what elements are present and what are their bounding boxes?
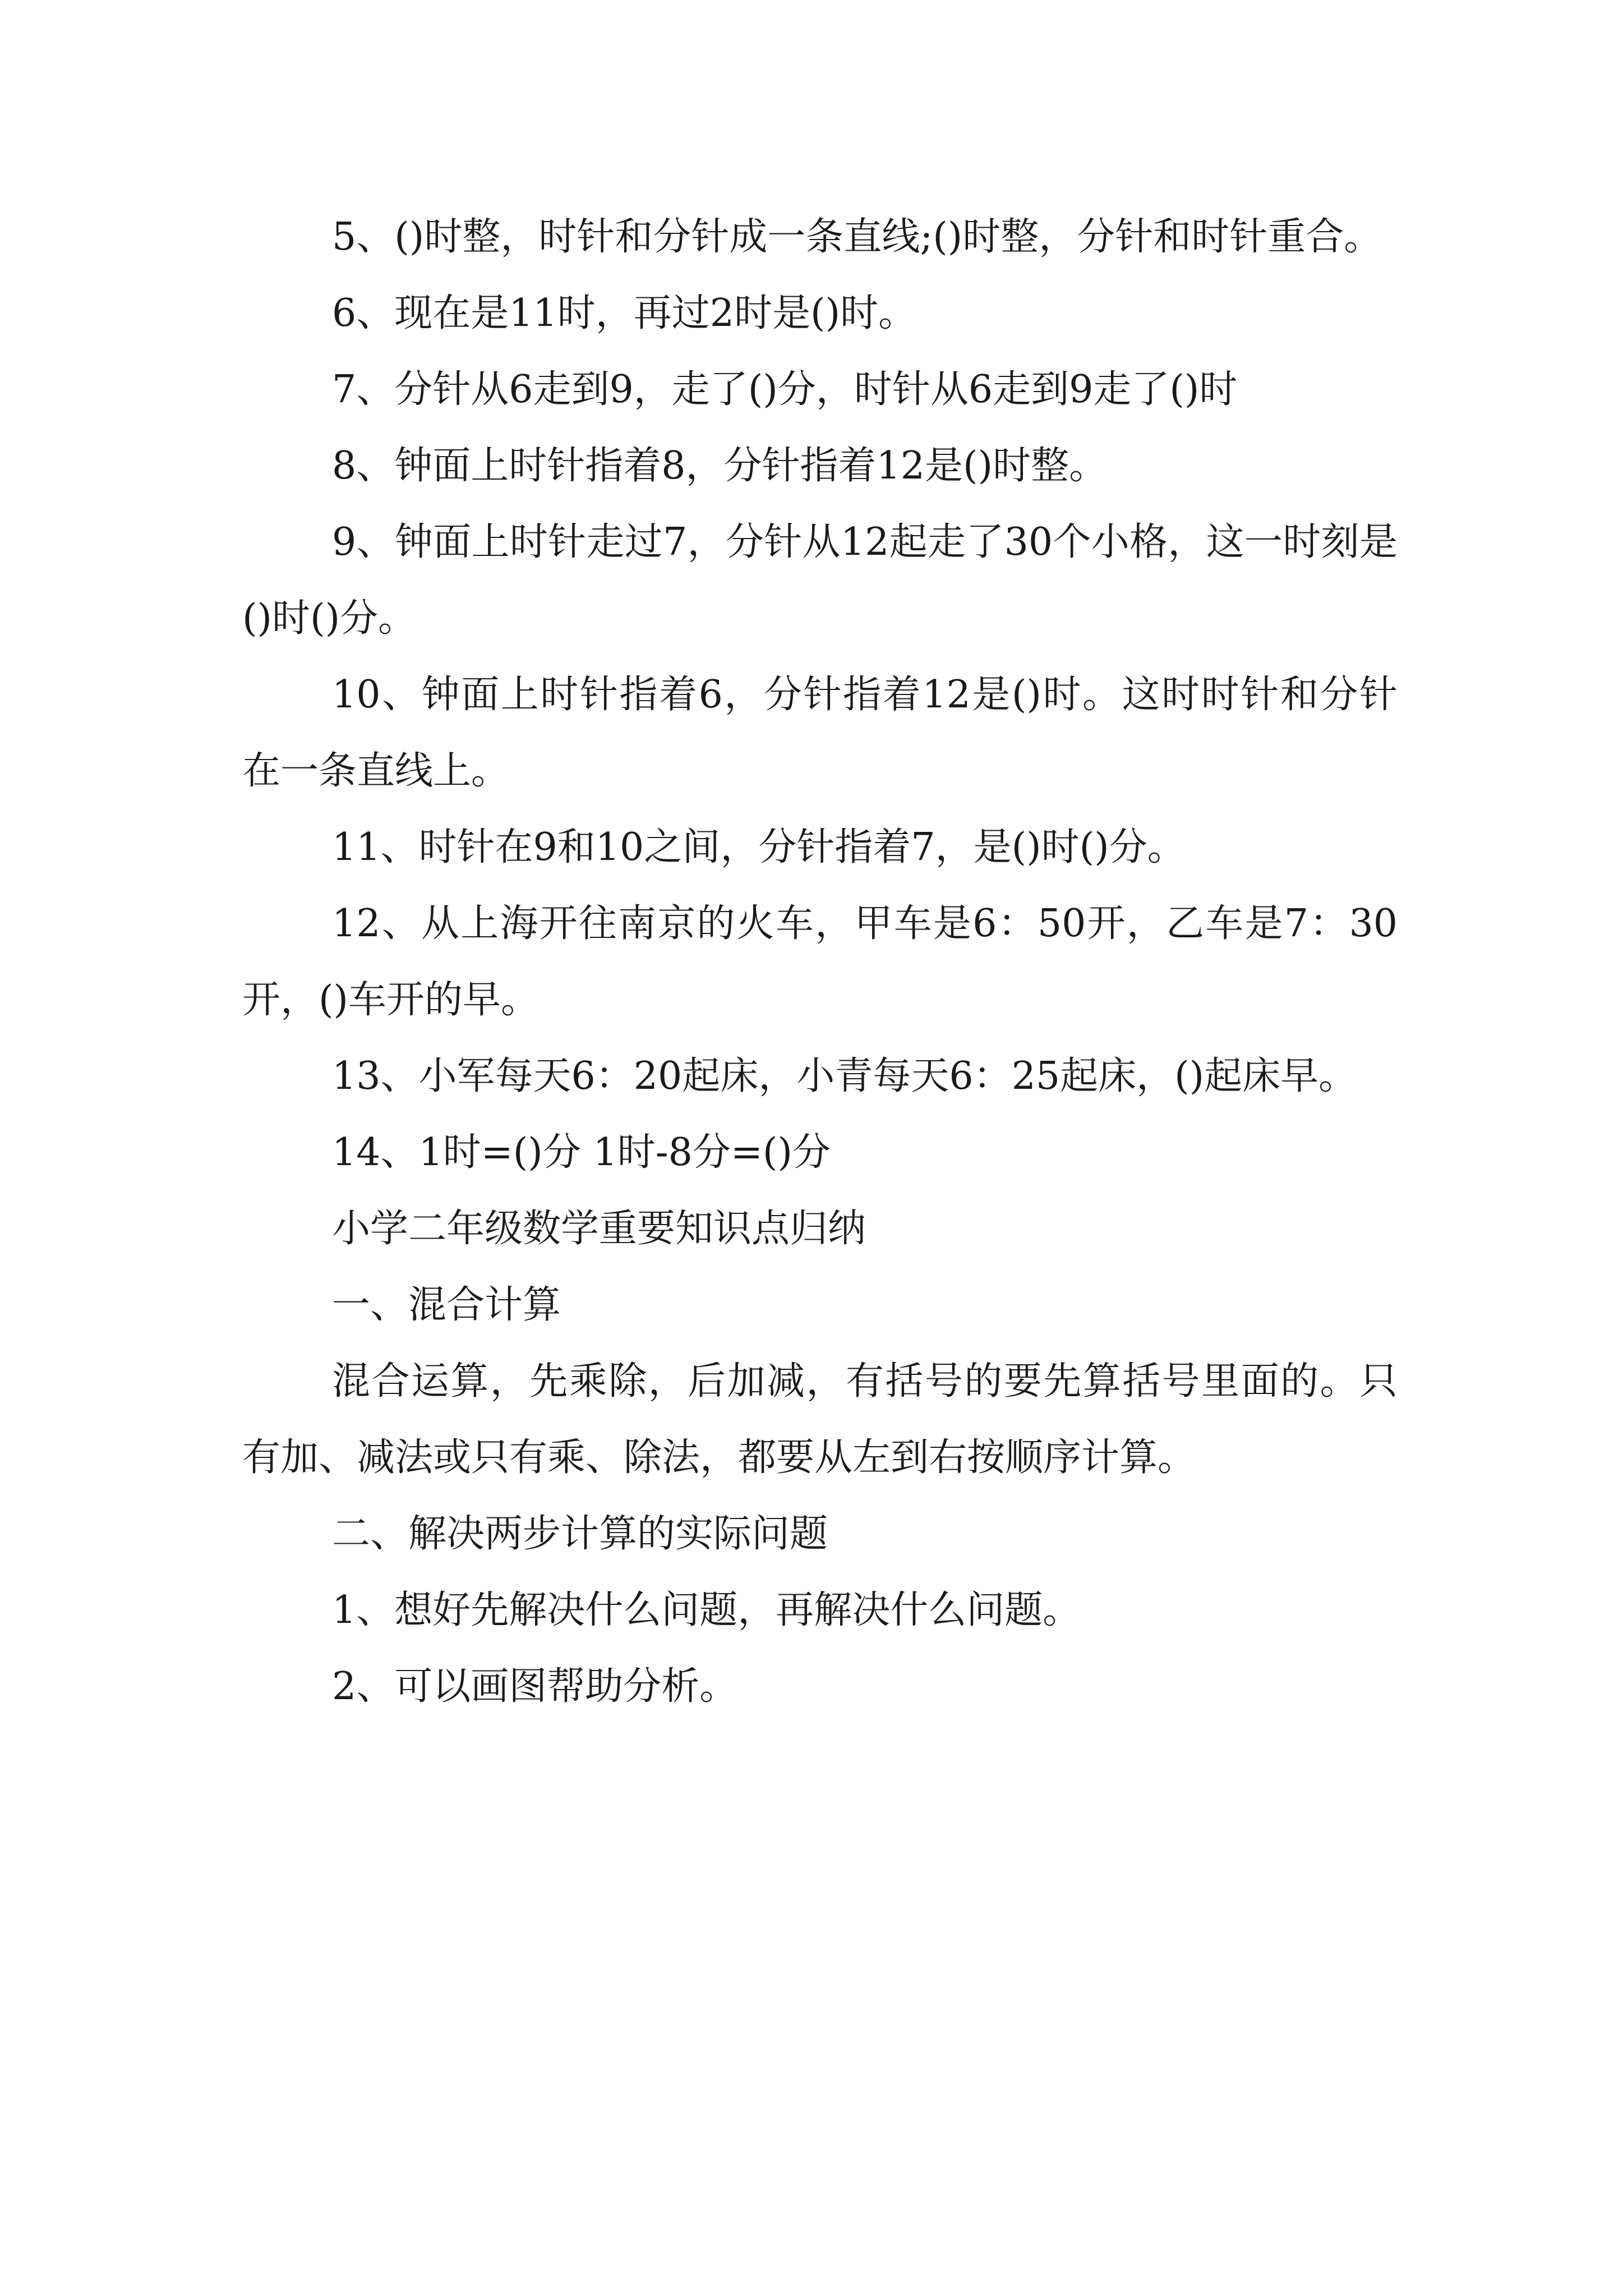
paragraph-item-10: 10、钟面上时针指着6，分针指着12是()时。这时时针和分针在一条直线上。: [242, 673, 1398, 793]
paragraph-item-6: 6、现在是11时，再过2时是()时。: [332, 291, 917, 335]
document-body: [242, 199, 1398, 1725]
paragraph-item-11: 11、时针在9和10之间，分针指着7，是()时()分。: [332, 825, 1186, 869]
paragraph-item-8: 8、钟面上时针指着8，分针指着12是()时整。: [332, 444, 1108, 488]
paragraph-item-14: 14、1时=()分 1时-8分=()分: [332, 1130, 831, 1175]
heading-mixed-calculation: 一、混合计算: [332, 1283, 561, 1327]
paragraph-mixed-calculation: 混合运算，先乘除，后加减，有括号的要先算括号里面的。只有加、减法或只有乘、除法，都要从左到右按顺序计算。: [242, 1359, 1398, 1480]
paragraph-item-5: 5、()时整，时针和分针成一条直线;()时整，分针和时针重合。: [332, 215, 1382, 259]
paragraph-two-step-1: 1、想好先解决什么问题，再解决什么问题。: [332, 1588, 1081, 1632]
paragraph-item-13: 13、小军每天6：20起床，小青每天6：25起床，()起床早。: [332, 1054, 1357, 1098]
paragraph-item-7: 7、分针从6走到9，走了()分，时针从6走到9走了()时: [332, 367, 1238, 412]
paragraph-item-9: 9、钟面上时针走过7，分针从12起走了30个小格，这一时刻是()时()分。: [242, 520, 1398, 641]
heading-two-step-problems: 二、解决两步计算的实际问题: [332, 1512, 828, 1556]
paragraph-item-12: 12、从上海开往南京的火车，甲车是6：50开，乙车是7：30开，()车开的早。: [242, 901, 1398, 1022]
paragraph-two-step-2: 2、可以画图帮助分析。: [332, 1664, 738, 1709]
section-title: 小学二年级数学重要知识点归纳: [332, 1207, 866, 1251]
